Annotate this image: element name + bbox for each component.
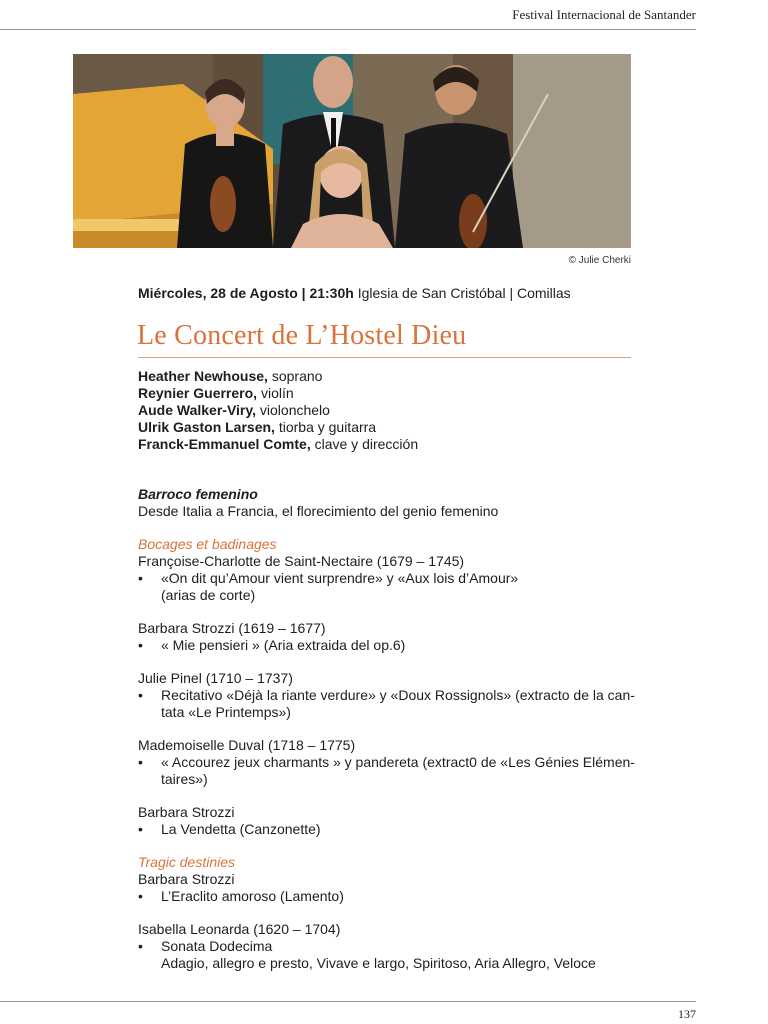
composer: Julie Pinel (1710 – 1737) — [138, 670, 293, 686]
event-venue: Iglesia de San Cristóbal | Comillas — [357, 285, 571, 301]
performer: Franck-Emmanuel Comte, clave y dirección — [138, 436, 419, 452]
work-item: • Sonata Dodecima Adagio, allegro e presto, Vivave e largo, Spiritoso, Aria Allegro, Veloce — [138, 938, 596, 971]
work-item: • « Accourez jeux charmants » y pandereta (extract0 de «Les Génies Elémen- taires») — [138, 754, 635, 787]
work-item: • Recitativo «Déjà la riante verdure» y «Doux Rossignols» (extracto de la can- tata «Le Printemps») — [138, 687, 635, 720]
title-divider — [138, 357, 631, 358]
photo-credit: © Julie Cherki — [568, 255, 631, 266]
work-item: • La Vendetta (Canzonette) — [138, 821, 321, 837]
program — [138, 486, 698, 972]
performer: Aude Walker-Viry, violonchelo — [138, 402, 330, 418]
footer-divider — [0, 1001, 696, 1002]
work-item: • « Mie pensieri » (Aria extraida del op.6) — [138, 637, 406, 653]
work-item: • L’Eraclito amoroso (Lamento) — [138, 888, 344, 904]
performer: Reynier Guerrero, violín — [138, 385, 294, 401]
composer: Barbara Strozzi — [138, 871, 235, 887]
ensemble-photo — [73, 54, 631, 248]
header-divider — [0, 29, 696, 30]
ensemble-title: Le Concert de L’Hostel Dieu — [137, 320, 467, 351]
section-heading: Bocages et badinages — [138, 536, 277, 552]
section-heading: Tragic destinies — [138, 854, 236, 870]
composer: Barbara Strozzi — [138, 804, 235, 820]
page-number: 137 — [678, 1007, 696, 1021]
program-subtitle: Desde Italia a Francia, el florecimiento del genio femenino — [138, 503, 499, 519]
composer: Mademoiselle Duval (1718 – 1775) — [138, 737, 356, 753]
performer: Ulrik Gaston Larsen, tiorba y guitarra — [138, 419, 377, 435]
event-datetime: Miércoles, 28 de Agosto | 21:30h — [138, 285, 354, 301]
composer: Barbara Strozzi (1619 – 1677) — [138, 620, 326, 636]
composer: Isabella Leonarda (1620 – 1704) — [138, 921, 341, 937]
program-title: Barroco femenino — [138, 486, 258, 502]
event-details — [138, 285, 571, 301]
composer: Françoise-Charlotte de Saint-Nectaire (1679 – 1745) — [138, 553, 465, 569]
running-header: Festival Internacional de Santander — [512, 7, 696, 22]
performers-list — [138, 368, 418, 453]
performer: Heather Newhouse, soprano — [138, 368, 323, 384]
work-item: • «On dit qu’Amour vient surprendre» y «Aux lois d’Amour» (arias de corte) — [138, 570, 519, 603]
